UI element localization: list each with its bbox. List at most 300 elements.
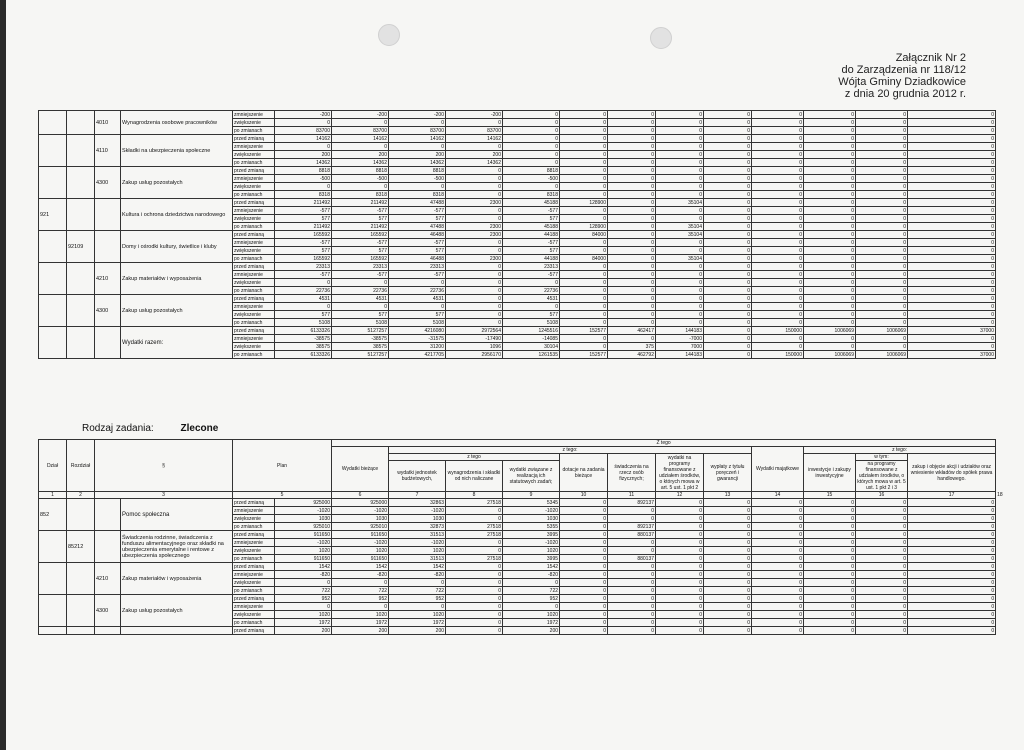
value-cell: 0 [656, 539, 704, 547]
col-dzial: Dział [39, 440, 67, 492]
table-row [39, 327, 996, 335]
value-cell: 0 [704, 619, 752, 627]
value-cell: 0 [804, 175, 856, 183]
value-cell: 0 [332, 303, 389, 311]
value-cell: 0 [804, 255, 856, 263]
value-cell: 0 [560, 191, 608, 199]
task-type [82, 423, 218, 434]
item-name-cell: Wydatki razem: [121, 327, 233, 359]
col-dotacje: dotacje na zadania bieżące [560, 454, 608, 492]
change-type-cell: po zmianach [233, 523, 275, 531]
value-cell: 0 [608, 215, 656, 223]
table-row [39, 627, 996, 635]
value-cell: 0 [804, 263, 856, 271]
value-cell: 0 [656, 191, 704, 199]
value-cell: 925000 [332, 499, 389, 507]
value-cell: 0 [856, 271, 908, 279]
value-cell: -577 [275, 207, 332, 215]
col-plan: Plan [233, 440, 332, 492]
item-name-cell: Zakup usług pozostałych [121, 295, 233, 327]
task-type-value: Zlecone [180, 423, 219, 434]
change-type-cell: przed zmianą [233, 199, 275, 207]
col-zwiazane: wydatki związane z realizacją ich statutowych zadań; [503, 461, 560, 492]
value-cell: 0 [446, 191, 503, 199]
value-cell: 83700 [446, 127, 503, 135]
value-cell: 0 [656, 135, 704, 143]
value-cell: 0 [856, 191, 908, 199]
value-cell: 3995 [503, 555, 560, 563]
value-cell: -500 [275, 175, 332, 183]
value-cell: 0 [752, 239, 804, 247]
value-cell: 0 [503, 579, 560, 587]
value-cell: 0 [608, 335, 656, 343]
value-cell: 0 [804, 271, 856, 279]
dzial-cell [39, 627, 67, 635]
value-cell: 0 [856, 571, 908, 579]
value-cell: 0 [656, 111, 704, 119]
value-cell: 8818 [332, 167, 389, 175]
value-cell: 0 [804, 587, 856, 595]
value-cell: 6133326 [275, 327, 332, 335]
value-cell: 0 [908, 119, 996, 127]
value-cell: 0 [908, 515, 996, 523]
value-cell: -1020 [275, 539, 332, 547]
value-cell: 31200 [389, 343, 446, 351]
value-cell: 200 [332, 151, 389, 159]
value-cell: 0 [704, 523, 752, 531]
value-cell: 0 [656, 579, 704, 587]
value-cell: 0 [908, 143, 996, 151]
value-cell: 0 [704, 231, 752, 239]
value-cell: 0 [608, 183, 656, 191]
value-cell: 0 [856, 143, 908, 151]
value-cell: 0 [804, 563, 856, 571]
change-type-cell: po zmianach [233, 587, 275, 595]
value-cell: 45188 [503, 223, 560, 231]
col-akcje: zakup i objęcie akcji i udziałów oraz wniesienie wkładów do spółek prawa handlowego. [908, 454, 996, 492]
value-cell: 577 [332, 311, 389, 319]
value-cell: 0 [332, 279, 389, 287]
value-cell: 0 [446, 507, 503, 515]
col-jednostek: wydatki jednostek budżetowych, [389, 461, 446, 492]
value-cell: 0 [752, 611, 804, 619]
value-cell: 1006069 [804, 327, 856, 335]
change-type-cell: po zmianach [233, 159, 275, 167]
change-type-cell: po zmianach [233, 191, 275, 199]
value-cell: 0 [804, 499, 856, 507]
rozdzial-cell: 92109 [67, 231, 95, 263]
value-cell: 0 [560, 287, 608, 295]
value-cell: 577 [332, 215, 389, 223]
change-type-cell: zwiększenie [233, 119, 275, 127]
value-cell: 0 [752, 127, 804, 135]
value-cell: 0 [560, 627, 608, 635]
value-cell: 577 [503, 247, 560, 255]
table-row [39, 563, 996, 571]
value-cell: 911650 [332, 531, 389, 539]
value-cell: 0 [804, 207, 856, 215]
item-name-cell [121, 627, 233, 635]
change-type-cell: po zmianach [233, 555, 275, 563]
value-cell: 0 [752, 303, 804, 311]
change-type-cell: przed zmianą [233, 263, 275, 271]
value-cell: 0 [446, 571, 503, 579]
value-cell: 0 [560, 335, 608, 343]
value-cell: 35104 [656, 255, 704, 263]
value-cell: 0 [560, 343, 608, 351]
value-cell: 0 [446, 279, 503, 287]
value-cell: 0 [908, 343, 996, 351]
col-paragraph: § [95, 440, 233, 492]
value-cell: 0 [704, 531, 752, 539]
value-cell: 0 [608, 319, 656, 327]
value-cell: 1030 [503, 515, 560, 523]
task-type-label: Rodzaj zadania: [82, 423, 154, 434]
value-cell: 0 [704, 595, 752, 603]
value-cell: 0 [656, 507, 704, 515]
value-cell: 0 [275, 603, 332, 611]
value-cell: 722 [503, 587, 560, 595]
value-cell: 0 [908, 531, 996, 539]
value-cell: -31575 [389, 335, 446, 343]
change-type-cell: przed zmianą [233, 499, 275, 507]
column-number: 10 [560, 492, 608, 499]
value-cell: 0 [560, 303, 608, 311]
value-cell: 0 [389, 119, 446, 127]
value-cell: 1245516 [503, 327, 560, 335]
value-cell: 0 [856, 619, 908, 627]
value-cell: 23313 [275, 263, 332, 271]
punch-hole [650, 27, 672, 49]
dzial-cell: 852 [39, 499, 67, 531]
value-cell: 0 [656, 547, 704, 555]
value-cell: 0 [656, 311, 704, 319]
value-cell: 0 [752, 111, 804, 119]
value-cell: 0 [908, 547, 996, 555]
value-cell: 911650 [332, 555, 389, 563]
value-cell: 0 [656, 287, 704, 295]
value-cell: 925010 [275, 523, 332, 531]
column-number-row: 1 2 3 5 6 7 8 9 10 11 12 13 14 15 16 17 18 [39, 492, 996, 499]
change-type-cell: zwiększenie [233, 579, 275, 587]
value-cell: 0 [560, 207, 608, 215]
value-cell: 0 [275, 143, 332, 151]
value-cell: 0 [856, 335, 908, 343]
column-number: 1 [39, 492, 67, 499]
change-type-cell: przed zmianą [233, 295, 275, 303]
value-cell: 0 [752, 627, 804, 635]
col-na-programy: na programy finansowane z udziałem środków, o których mowa w art. 5 ust. 1 pkt 2 i 3 [857, 461, 906, 491]
value-cell: 0 [752, 319, 804, 327]
value-cell: 0 [856, 343, 908, 351]
value-cell: 0 [804, 539, 856, 547]
value-cell: 0 [704, 247, 752, 255]
value-cell: 0 [804, 303, 856, 311]
value-cell: 0 [656, 499, 704, 507]
value-cell: 0 [704, 547, 752, 555]
value-cell: 0 [804, 603, 856, 611]
value-cell: 0 [804, 627, 856, 635]
value-cell: 84000 [560, 231, 608, 239]
value-cell: 0 [856, 515, 908, 523]
value-cell: 211492 [275, 199, 332, 207]
rozdzial-cell [67, 111, 95, 135]
value-cell: 0 [908, 579, 996, 587]
value-cell: 0 [446, 167, 503, 175]
value-cell: 0 [446, 183, 503, 191]
dzial-cell [39, 563, 67, 595]
value-cell: 0 [446, 207, 503, 215]
value-cell: 200 [389, 627, 446, 635]
value-cell: -577 [332, 207, 389, 215]
change-type-cell: po zmianach [233, 255, 275, 263]
value-cell: 37000 [908, 351, 996, 359]
value-cell: 7000 [656, 343, 704, 351]
value-cell: 0 [908, 319, 996, 327]
value-cell: 2972564 [446, 327, 503, 335]
value-cell: 462792 [608, 351, 656, 359]
value-cell: 4531 [503, 295, 560, 303]
value-cell: 0 [656, 555, 704, 563]
change-type-cell: przed zmianą [233, 563, 275, 571]
value-cell: 0 [752, 223, 804, 231]
value-cell: 0 [804, 143, 856, 151]
value-cell: 46488 [389, 255, 446, 263]
value-cell: 952 [503, 595, 560, 603]
value-cell: 0 [446, 247, 503, 255]
value-cell: 722 [275, 587, 332, 595]
value-cell: 0 [752, 547, 804, 555]
rozdzial-cell [67, 295, 95, 327]
column-number: 16 [856, 492, 908, 499]
value-cell: 0 [856, 255, 908, 263]
value-cell: 0 [752, 343, 804, 351]
value-cell: 0 [608, 135, 656, 143]
value-cell: 14162 [275, 135, 332, 143]
value-cell: 0 [332, 603, 389, 611]
value-cell: 0 [560, 127, 608, 135]
value-cell: 0 [275, 183, 332, 191]
value-cell: 0 [560, 507, 608, 515]
value-cell: 0 [908, 135, 996, 143]
value-cell: 38575 [332, 343, 389, 351]
table-row [39, 167, 996, 175]
value-cell: 0 [608, 239, 656, 247]
value-cell: 0 [446, 119, 503, 127]
value-cell: 0 [704, 627, 752, 635]
value-cell: 577 [389, 247, 446, 255]
value-cell: 1020 [503, 547, 560, 555]
rozdzial-cell [67, 627, 95, 635]
value-cell: 0 [856, 611, 908, 619]
value-cell: 0 [856, 183, 908, 191]
item-name-cell: Zakup materiałów i wyposażenia [121, 563, 233, 595]
value-cell: 2956170 [446, 351, 503, 359]
value-cell: 8818 [503, 167, 560, 175]
value-cell: 144183 [656, 327, 704, 335]
value-cell: 0 [704, 135, 752, 143]
value-cell: 200 [275, 151, 332, 159]
value-cell: 0 [446, 627, 503, 635]
value-cell: 0 [856, 159, 908, 167]
paragraph-cell: 4210 [95, 263, 121, 295]
value-cell: 1261535 [503, 351, 560, 359]
dzial-cell [39, 135, 67, 167]
change-type-cell: zmniejszenie [233, 143, 275, 151]
value-cell: -577 [275, 271, 332, 279]
value-cell: 0 [752, 183, 804, 191]
value-cell: -200 [275, 111, 332, 119]
value-cell: 27518 [446, 523, 503, 531]
value-cell: 0 [656, 627, 704, 635]
value-cell: 0 [908, 183, 996, 191]
value-cell: 0 [608, 191, 656, 199]
value-cell: 0 [856, 135, 908, 143]
value-cell: 0 [446, 311, 503, 319]
value-cell: 1542 [503, 563, 560, 571]
value-cell: 0 [752, 151, 804, 159]
value-cell: -820 [389, 571, 446, 579]
value-cell: 0 [560, 271, 608, 279]
value-cell: 880137 [608, 531, 656, 539]
table-row [39, 499, 996, 507]
value-cell: 0 [856, 223, 908, 231]
value-cell: 152577 [560, 351, 608, 359]
value-cell: 1542 [275, 563, 332, 571]
value-cell: 0 [275, 279, 332, 287]
value-cell: 165592 [332, 255, 389, 263]
change-type-cell: zwiększenie [233, 279, 275, 287]
value-cell: 0 [560, 119, 608, 127]
value-cell: 0 [704, 295, 752, 303]
column-number: 7 [389, 492, 446, 499]
value-cell: 0 [752, 531, 804, 539]
value-cell: -14085 [503, 335, 560, 343]
value-cell: 0 [752, 563, 804, 571]
value-cell: 23313 [389, 263, 446, 271]
value-cell: 0 [908, 303, 996, 311]
value-cell: 1020 [503, 611, 560, 619]
value-cell: 0 [804, 579, 856, 587]
value-cell: 0 [704, 611, 752, 619]
value-cell: 0 [704, 207, 752, 215]
change-type-cell: zwiększenie [233, 343, 275, 351]
value-cell: 14162 [389, 135, 446, 143]
value-cell: 0 [804, 151, 856, 159]
value-cell: 0 [752, 263, 804, 271]
column-number: 17 [908, 492, 996, 499]
value-cell: 0 [704, 587, 752, 595]
value-cell: 0 [752, 191, 804, 199]
value-cell: 0 [804, 183, 856, 191]
paragraph-cell: 4300 [95, 295, 121, 327]
value-cell: 0 [560, 311, 608, 319]
value-cell: 0 [856, 627, 908, 635]
change-type-cell: zmniejszenie [233, 335, 275, 343]
value-cell: 0 [704, 327, 752, 335]
value-cell: 0 [389, 303, 446, 311]
value-cell: 0 [804, 111, 856, 119]
table-row [39, 531, 996, 539]
value-cell: -577 [503, 207, 560, 215]
value-cell: 0 [656, 167, 704, 175]
value-cell: 0 [804, 547, 856, 555]
value-cell: 0 [656, 207, 704, 215]
value-cell: -1020 [389, 539, 446, 547]
value-cell: 0 [908, 507, 996, 515]
value-cell: 0 [856, 287, 908, 295]
value-cell: 0 [704, 143, 752, 151]
change-type-cell: zmniejszenie [233, 571, 275, 579]
dzial-cell [39, 231, 67, 263]
change-type-cell: przed zmianą [233, 531, 275, 539]
value-cell: 0 [608, 611, 656, 619]
dzial-cell [39, 263, 67, 295]
rozdzial-cell [67, 595, 95, 627]
value-cell: -17490 [446, 335, 503, 343]
paragraph-cell [95, 327, 121, 359]
value-cell: 0 [560, 111, 608, 119]
value-cell: 0 [446, 143, 503, 151]
value-cell: 0 [656, 215, 704, 223]
value-cell: 0 [503, 119, 560, 127]
value-cell: -500 [389, 175, 446, 183]
value-cell: 722 [332, 587, 389, 595]
value-cell: 1972 [503, 619, 560, 627]
change-type-cell: przed zmianą [233, 327, 275, 335]
value-cell: -1020 [275, 507, 332, 515]
value-cell: 22736 [389, 287, 446, 295]
value-cell: 0 [608, 571, 656, 579]
value-cell: 0 [656, 119, 704, 127]
value-cell: 0 [856, 127, 908, 135]
rozdzial-cell [67, 499, 95, 531]
dzial-cell: 921 [39, 199, 67, 231]
value-cell: 0 [656, 603, 704, 611]
value-cell: 0 [656, 571, 704, 579]
value-cell: 0 [608, 159, 656, 167]
value-cell: 0 [446, 319, 503, 327]
bottom-table-body [39, 499, 996, 635]
value-cell: 8318 [275, 191, 332, 199]
value-cell: 5108 [389, 319, 446, 327]
value-cell: 0 [608, 207, 656, 215]
value-cell: 0 [704, 151, 752, 159]
value-cell: -1020 [332, 507, 389, 515]
value-cell: 0 [332, 143, 389, 151]
value-cell: 0 [608, 119, 656, 127]
value-cell: 0 [608, 247, 656, 255]
value-cell: 1030 [389, 515, 446, 523]
value-cell: 0 [856, 547, 908, 555]
value-cell: 211492 [275, 223, 332, 231]
value-cell: 0 [446, 539, 503, 547]
value-cell: 14162 [332, 135, 389, 143]
value-cell: 0 [608, 271, 656, 279]
change-type-cell: po zmianach [233, 351, 275, 359]
value-cell: 8318 [503, 191, 560, 199]
paragraph-cell: 4210 [95, 563, 121, 595]
value-cell: 0 [704, 555, 752, 563]
rozdzial-cell [67, 135, 95, 167]
punch-hole [378, 24, 400, 46]
value-cell: 0 [908, 191, 996, 199]
value-cell: 577 [389, 311, 446, 319]
column-number: 13 [704, 492, 752, 499]
value-cell: 0 [503, 143, 560, 151]
col-wydatki-majatkowe: Wydatki majątkowe [752, 447, 804, 492]
value-cell: 0 [908, 595, 996, 603]
